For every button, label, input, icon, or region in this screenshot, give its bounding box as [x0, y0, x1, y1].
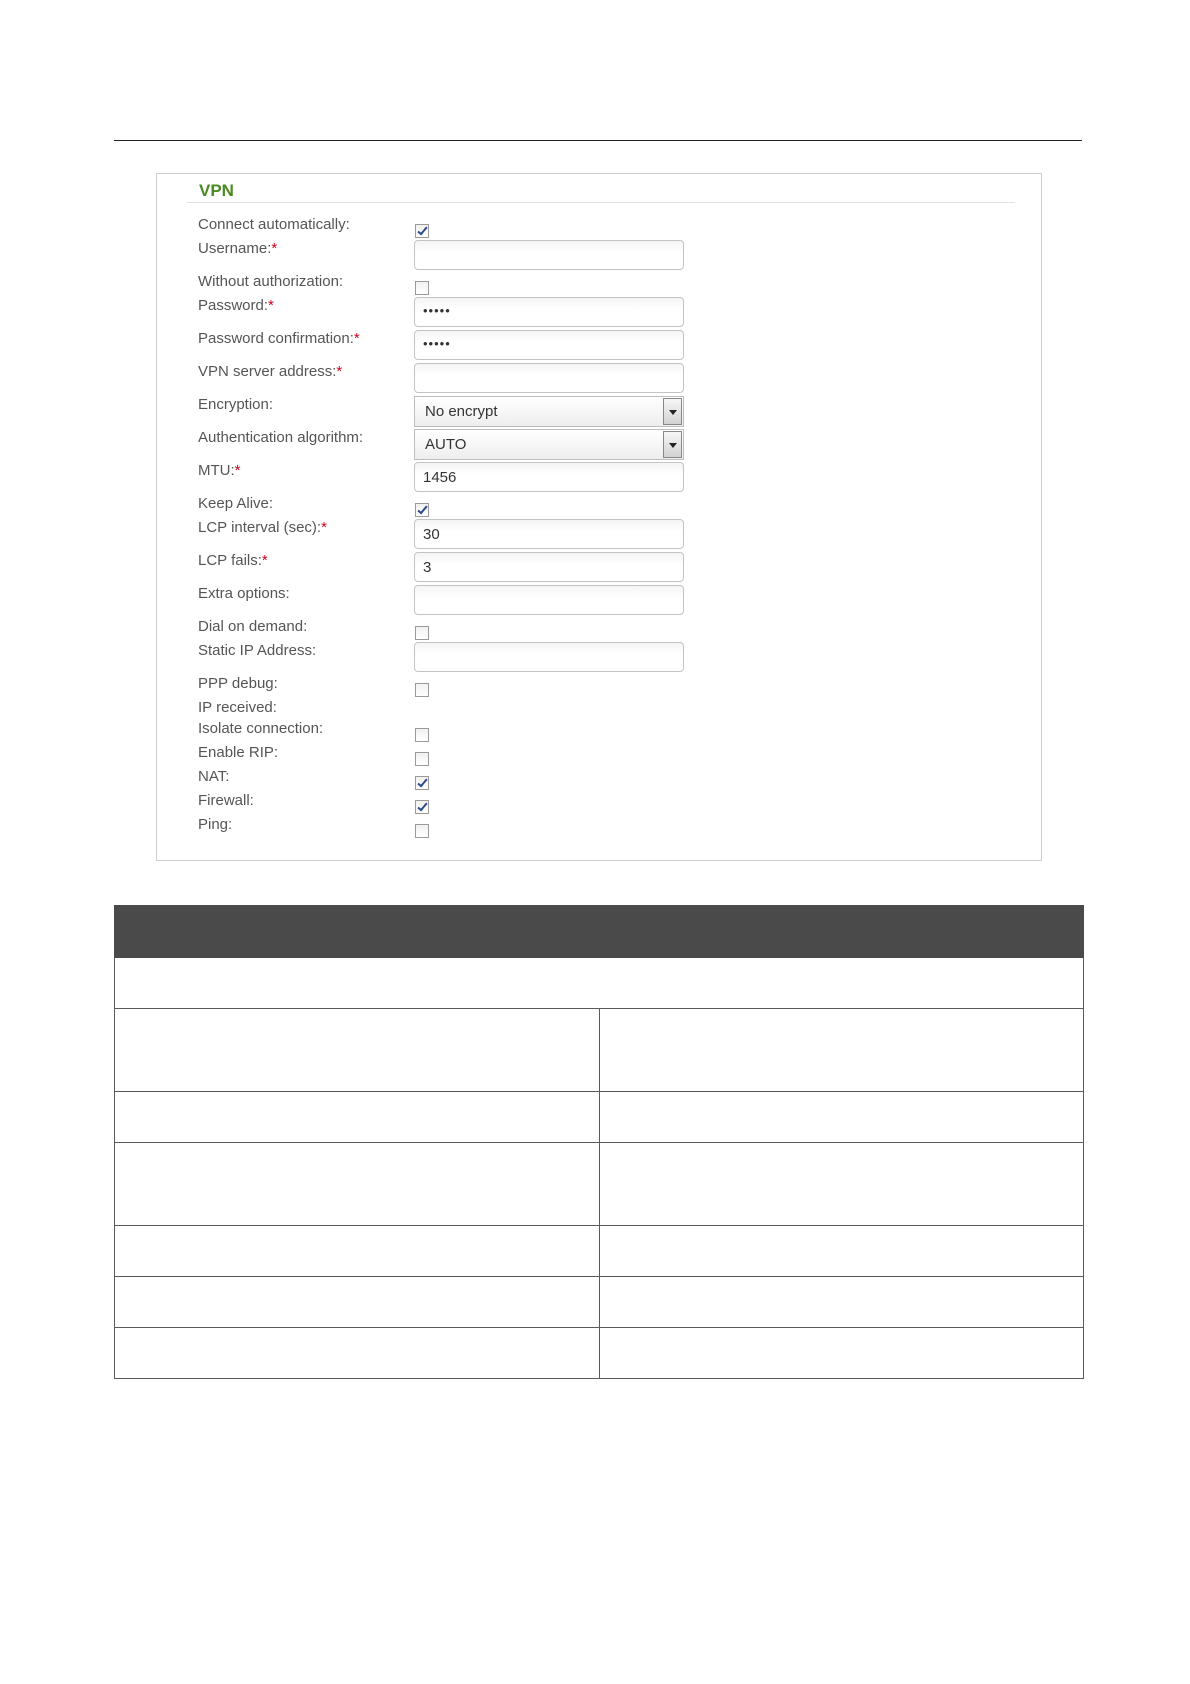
- firewall-label: Firewall:: [198, 792, 254, 809]
- required-mark: *: [336, 363, 343, 380]
- dropdown-arrow-icon[interactable]: [663, 431, 682, 458]
- required-mark: *: [261, 552, 268, 569]
- table-row: [115, 1277, 1084, 1328]
- isolate-connection-label: Isolate connection:: [198, 720, 324, 737]
- vpn-settings-panel: [156, 173, 1042, 861]
- table-cell-description: [599, 1092, 1084, 1143]
- lcp-interval-label: LCP interval (sec):*: [198, 519, 327, 536]
- encryption-select[interactable]: [414, 396, 684, 427]
- table-section-row: [115, 958, 1084, 1009]
- required-mark: *: [268, 297, 274, 314]
- page-header-rule: [114, 140, 1082, 141]
- connect-automatically-label: Connect automatically:: [198, 216, 350, 233]
- authentication-algorithm-select[interactable]: [414, 429, 684, 460]
- authentication-algorithm-label: Authentication algorithm:: [198, 429, 364, 446]
- ping-checkbox[interactable]: [415, 824, 429, 838]
- encryption-value: No encrypt: [425, 403, 498, 420]
- nat-label: NAT:: [198, 768, 230, 785]
- static-ip-address-input[interactable]: [414, 642, 684, 672]
- static-ip-address-label: Static IP Address:: [198, 642, 317, 659]
- dial-on-demand-label: Dial on demand:: [198, 618, 308, 635]
- table-row: [115, 1226, 1084, 1277]
- keep-alive-checkbox[interactable]: [415, 503, 429, 517]
- enable-rip-checkbox[interactable]: [415, 752, 429, 766]
- table-cell-description: [599, 1328, 1084, 1379]
- ppp-debug-label: PPP debug:: [198, 675, 278, 692]
- title-divider: [187, 202, 1015, 203]
- table-cell-parameter: [115, 1092, 600, 1143]
- password-confirmation-input[interactable]: •••••: [414, 330, 684, 360]
- connect-automatically-checkbox[interactable]: [415, 224, 429, 238]
- table-row: [115, 1092, 1084, 1143]
- table-row: [115, 1143, 1084, 1226]
- mtu-label: MTU:*: [198, 462, 241, 479]
- table-cell-parameter: [115, 1009, 600, 1092]
- lcp-interval-input[interactable]: 30: [414, 519, 684, 549]
- vpn-server-address-input[interactable]: [414, 363, 684, 393]
- mtu-input[interactable]: 1456: [414, 462, 684, 492]
- username-label: Username:*: [198, 240, 278, 257]
- firewall-checkbox[interactable]: [415, 800, 429, 814]
- ping-label: Ping:: [198, 816, 233, 833]
- table-cell-description: [599, 1143, 1084, 1226]
- table-row: [115, 1009, 1084, 1092]
- password-input[interactable]: •••••: [414, 297, 684, 327]
- lcp-fails-label: LCP fails:*: [198, 552, 268, 569]
- table-cell-parameter: [115, 1328, 600, 1379]
- table-cell-parameter: [115, 1226, 600, 1277]
- table-row: [115, 1328, 1084, 1379]
- extra-options-label: Extra options:: [198, 585, 290, 602]
- password-confirmation-label: Password confirmation:*: [198, 330, 360, 347]
- ip-received-label: IP received:: [198, 699, 277, 716]
- isolate-connection-checkbox[interactable]: [415, 728, 429, 742]
- nat-checkbox[interactable]: [415, 776, 429, 790]
- authentication-algorithm-value: AUTO: [425, 436, 467, 453]
- keep-alive-label: Keep Alive:: [198, 495, 274, 512]
- table-cell-description: [599, 1277, 1084, 1328]
- dropdown-arrow-icon[interactable]: [663, 398, 682, 425]
- table-cell-description: [599, 1009, 1084, 1092]
- parameters-table: [114, 905, 1084, 1379]
- vpn-server-address-label: VPN server address:*: [198, 363, 343, 380]
- enable-rip-label: Enable RIP:: [198, 744, 279, 761]
- without-authorization-label: Without authorization:: [198, 273, 344, 290]
- password-label: Password:*: [198, 297, 274, 314]
- panel-title: VPN: [199, 181, 234, 200]
- table-cell-parameter: [115, 1277, 600, 1328]
- table-cell-description: [599, 1226, 1084, 1277]
- dial-on-demand-checkbox[interactable]: [415, 626, 429, 640]
- encryption-label: Encryption:: [198, 396, 274, 413]
- required-mark: *: [353, 330, 360, 347]
- username-input[interactable]: [414, 240, 684, 270]
- required-mark: *: [321, 519, 327, 536]
- table-cell-parameter: [115, 1143, 600, 1226]
- required-mark: *: [271, 240, 278, 257]
- ppp-debug-checkbox[interactable]: [415, 683, 429, 697]
- extra-options-input[interactable]: [414, 585, 684, 615]
- without-authorization-checkbox[interactable]: [415, 281, 429, 295]
- lcp-fails-input[interactable]: 3: [414, 552, 684, 582]
- table-header: [115, 906, 1084, 958]
- required-mark: *: [234, 462, 241, 479]
